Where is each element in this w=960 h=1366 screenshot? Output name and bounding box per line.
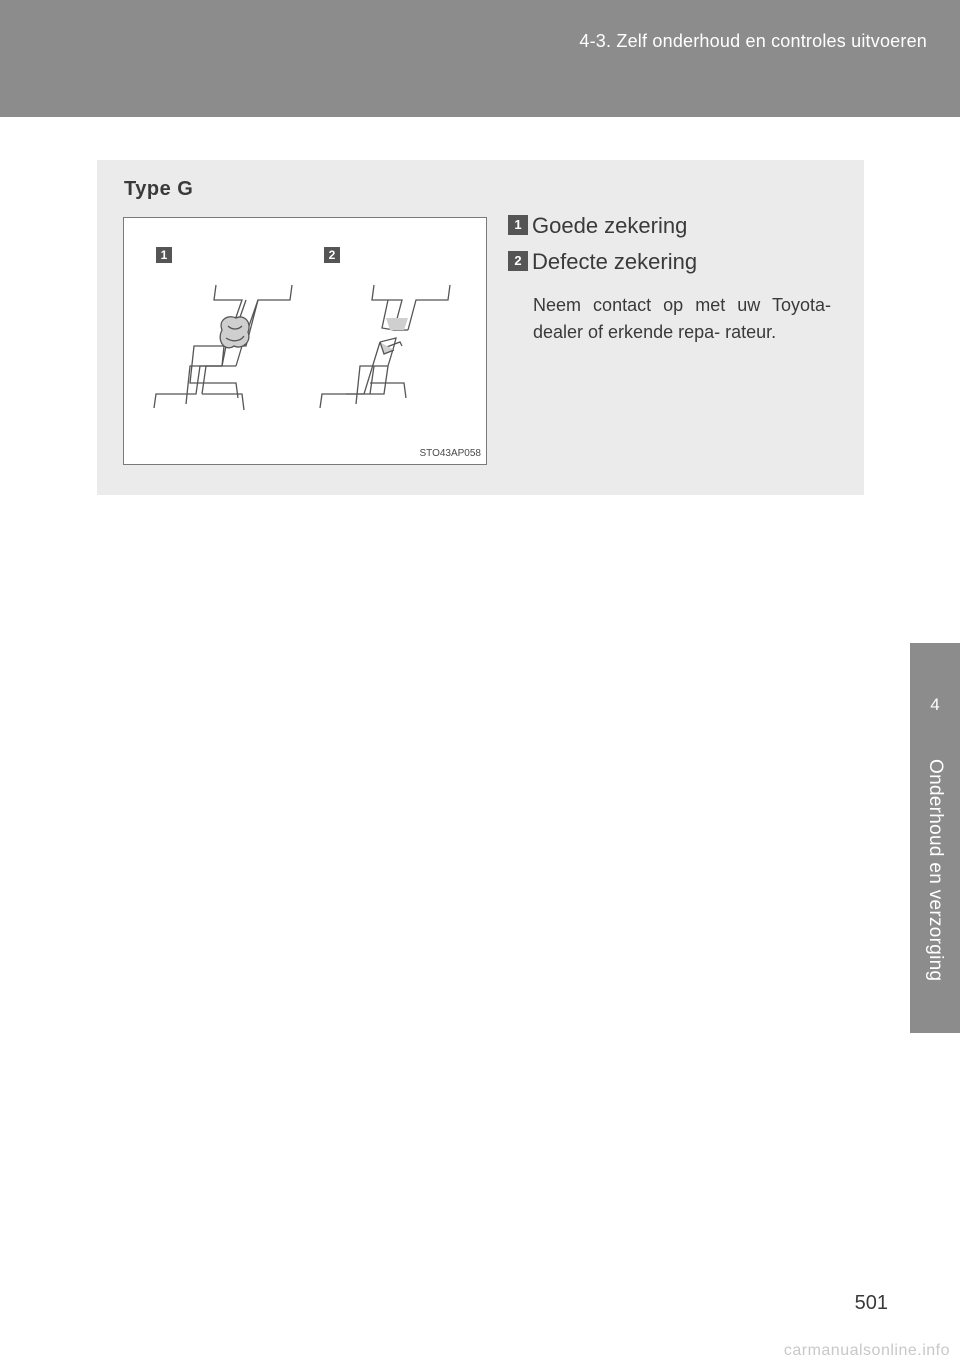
- defective-fuse-icon: [320, 285, 450, 408]
- chapter-side-tab: [910, 643, 960, 1033]
- fuse-drawing: [124, 218, 486, 464]
- watermark: carmanualsonline.info: [783, 1342, 950, 1359]
- fuse-type-panel: [97, 160, 864, 495]
- page-header: [0, 0, 960, 117]
- good-fuse-icon: [154, 285, 292, 410]
- legend-good-fuse: [508, 213, 687, 239]
- dealer-note: Neem contact op met uw Toyota-dealer of erkende repa- rateur.: [533, 295, 831, 342]
- legend-badge-2: 2: [508, 251, 528, 271]
- figure-code: STO43AP058: [419, 448, 481, 459]
- panel-title: Type G: [124, 178, 194, 200]
- footer: [0, 1336, 960, 1366]
- page-number: 501: [854, 1292, 888, 1314]
- legend-label-2: Defecte zekering: [532, 249, 698, 274]
- figure-badge-1: 1: [156, 247, 172, 263]
- figure-badge-2: 2: [324, 247, 340, 263]
- section-title: 4-3. Zelf onderhoud en controles uitvoeren: [579, 31, 927, 51]
- chapter-title: Onderhoud en verzorging: [925, 759, 946, 982]
- chapter-number: 4: [930, 695, 940, 714]
- legend-label-1: Goede zekering: [532, 213, 688, 238]
- legend-defective-fuse: [508, 249, 697, 275]
- legend-badge-1: 1: [508, 215, 528, 235]
- fuse-illustration: [123, 217, 487, 465]
